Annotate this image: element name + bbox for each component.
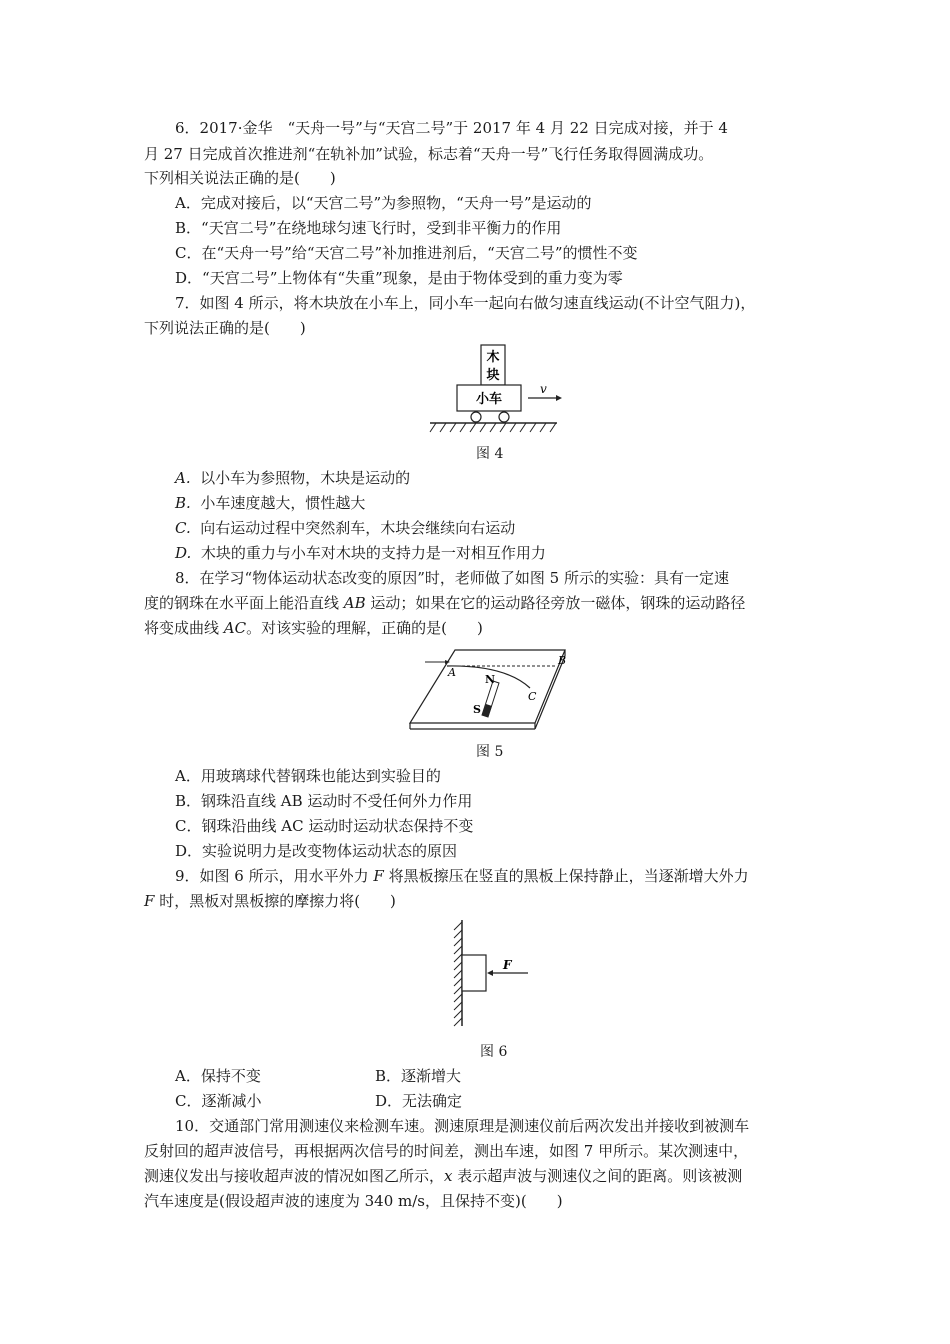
block-label-2: 块 <box>486 368 500 383</box>
q10-line-1: 10．交通部门常用测速仪来检测车速。测速原理是测速仪前后两次发出并接收到被测车 <box>175 1117 750 1135</box>
q8-option-c: C．钢珠沿曲线 AC 运动时运动状态保持不变 <box>175 817 474 835</box>
q6-option-b: B．“天宫二号”在绕地球匀速飞行时，受到非平衡力的作用 <box>175 219 562 237</box>
label-c: C <box>528 690 537 703</box>
velocity-label: v <box>540 382 547 396</box>
ground-hatching <box>430 423 556 432</box>
label-n: N <box>485 673 496 686</box>
q9-option-b: B．逐渐增大 <box>375 1067 462 1085</box>
q10-line-4: 汽车速度是(假设超声波的速度为 340 m/s，且保持不变)( ) <box>144 1192 563 1210</box>
figure-4-cart-block <box>420 340 570 436</box>
label-s: S <box>473 703 481 716</box>
q7-option-b-text: 小车速度越大，惯性越大 <box>200 494 366 512</box>
q7-option-a-letter: A. <box>175 469 191 487</box>
q9-var-f-2: F <box>144 892 155 910</box>
block-label-1: 木 <box>486 350 500 365</box>
q6-line-3: 下列相关说法正确的是( ) <box>144 169 336 187</box>
q9-line-1 <box>175 866 749 886</box>
q10-line-3-a: 测速仪发出与接收超声波的情况如图乙所示， <box>144 1167 445 1185</box>
q6-option-d: D．“天宫二号”上物体有“失重”现象，是由于物体受到的重力变为零 <box>175 269 623 287</box>
q7-line-1: 7．如图 4 所示，将木块放在小车上，同小车一起向右做匀速直线运动(不计空气阻力)， <box>175 294 756 312</box>
q7-option-b <box>175 493 365 513</box>
q10-line-3-b: 表示超声波与测速仪之间的距离。则该被测 <box>452 1167 743 1185</box>
q7-option-c-letter: C. <box>175 519 191 537</box>
q9-option-d: D．无法确定 <box>375 1092 463 1110</box>
q8-line-2-b: 运动；如果在它的运动路径旁放一磁体，钢珠的运动路径 <box>365 594 746 612</box>
q7-option-d-text: 木块的重力与小车对木块的支持力是一对相互作用力 <box>200 544 546 562</box>
q8-var-ac: AC <box>223 619 247 637</box>
q8-option-a: A．用玻璃球代替钢珠也能达到实验目的 <box>175 767 441 785</box>
cart-wheel-left <box>471 412 481 422</box>
q8-var-ab: AB <box>343 594 366 612</box>
q8-line-3 <box>144 618 483 638</box>
label-a: A <box>448 666 456 679</box>
q7-option-d <box>175 543 546 563</box>
q10-line-2: 反射回的超声波信号，再根据两次信号的时间差，测出车速，如图 7 甲所示。某次测速中， <box>144 1142 749 1160</box>
figure-6-eraser-on-board <box>445 918 535 1030</box>
q6-line-2: 月 27 日完成首次推进剂“在轨补加”试验，标志着“天舟一号”飞行任务取得圆满成功。 <box>144 145 714 163</box>
q8-line-1: 8．在学习“物体运动状态改变的原因”时，老师做了如图 5 所示的实验：具有一定速 <box>175 569 729 587</box>
q9-line-2 <box>144 891 396 911</box>
q8-option-b: B．钢珠沿直线 AB 运动时不受任何外力作用 <box>175 792 473 810</box>
q8-line-2 <box>144 593 745 613</box>
q9-option-a: A．保持不变 <box>175 1067 261 1085</box>
q7-option-a-text: 以小车为参照物，木块是运动的 <box>200 469 411 487</box>
q7-option-d-letter: D. <box>175 544 192 562</box>
figure-5-magnet-experiment <box>405 645 570 735</box>
q9-option-c: C．逐渐减小 <box>175 1092 262 1110</box>
q7-line-2: 下列说法正确的是( ) <box>144 319 306 337</box>
q8-line-2-a: 度的钢珠在水平面上能沿直线 <box>144 594 344 612</box>
q8-line-3-b: 。对该实验的理解，正确的是( ) <box>246 619 483 637</box>
wall-hatching <box>454 922 462 1026</box>
figure-6-caption: 图 6 <box>480 1044 508 1060</box>
q10-var-x: x <box>444 1167 453 1185</box>
q9-var-f-1: F <box>373 867 384 885</box>
q10-line-3 <box>144 1166 742 1186</box>
q9-line-2-b: 时，黑板对黑板擦的摩擦力将( ) <box>154 892 396 910</box>
eraser <box>462 955 486 991</box>
force-label: F <box>503 958 512 972</box>
q7-option-b-letter: B. <box>175 494 191 512</box>
q8-option-d: D．实验说明力是改变物体运动状态的原因 <box>175 842 458 860</box>
cart-label: 小车 <box>475 392 503 407</box>
q9-line-1-a: 9．如图 6 所示，用水平外力 <box>175 867 374 885</box>
q6-line-1: 6．2017·金华 “天舟一号”与“天宫二号”于 2017 年 4 月 22 日完成对接，并于 4 <box>175 119 728 137</box>
q6-option-a: A．完成对接后，以“天宫二号”为参照物，“天舟一号”是运动的 <box>175 194 592 212</box>
q8-line-3-a: 将变成曲线 <box>144 619 224 637</box>
q7-option-c <box>175 518 515 538</box>
q6-option-c: C．在“天舟一号”给“天宫二号”补加推进剂后，“天宫二号”的惯性不变 <box>175 244 638 262</box>
q7-option-a <box>175 468 410 488</box>
q7-option-c-text: 向右运动过程中突然刹车，木块会继续向右运动 <box>200 519 516 537</box>
cart-wheel-right <box>499 412 509 422</box>
figure-5-caption: 图 5 <box>476 744 504 760</box>
q9-line-1-b: 将黑板擦压在竖直的黑板上保持静止，当逐渐增大外力 <box>383 867 749 885</box>
figure-4-caption: 图 4 <box>476 446 504 462</box>
label-b: B <box>558 654 567 667</box>
